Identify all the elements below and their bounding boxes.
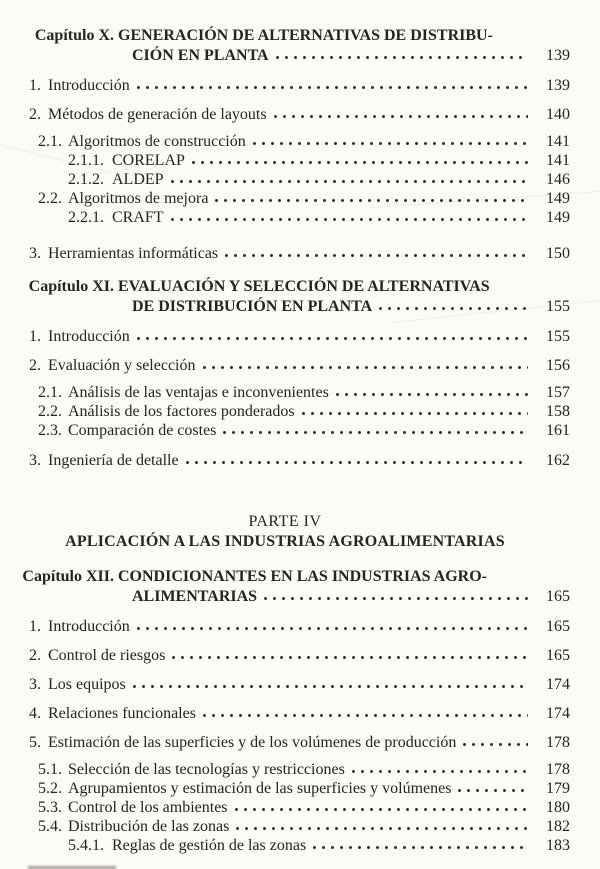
dot-leader [235, 808, 528, 811]
dot-leader [203, 714, 528, 717]
dot-leader [302, 412, 528, 415]
entry-title: Introducción [48, 328, 130, 345]
entry-page-number: 149 [546, 209, 570, 226]
dot-leader [352, 770, 528, 773]
entry-title: CORELAP [112, 152, 185, 169]
entry-number: 2.1.2. [68, 171, 104, 188]
entry-number: 5.4.1. [68, 837, 104, 854]
dot-leader [463, 743, 528, 746]
chapter-title [118, 567, 570, 607]
toc-entry [0, 761, 570, 778]
entry-page-number: 161 [546, 422, 570, 439]
chapter-title-line2: CIÓN EN PLANTA [132, 47, 269, 64]
entry-number: 1. [29, 328, 41, 345]
chapter-heading [0, 567, 570, 607]
toc-entry [0, 152, 570, 169]
dot-leader [172, 656, 528, 659]
toc-entry [0, 422, 570, 439]
entry-page-number: 165 [546, 618, 570, 635]
toc-entry [0, 171, 570, 188]
chapter-heading [0, 277, 570, 317]
part-title: APLICACIÓN A LAS INDUSTRIAS AGROALIMENTARIAS [65, 533, 505, 550]
chapter-title-line1: CONDICIONANTES EN LAS INDUSTRIAS AGRO- [118, 568, 487, 585]
chapter-title-line2-row [118, 46, 570, 66]
toc-entry [0, 190, 570, 207]
entry-number: 2.1. [38, 133, 62, 150]
entry-title: Introducción [48, 77, 130, 94]
dot-leader [192, 161, 528, 164]
entry-title: Control de riesgos [48, 647, 166, 664]
dot-leader [137, 86, 528, 89]
entry-number: 2.1. [38, 384, 62, 401]
toc-entry [0, 328, 570, 345]
chapter-page-number: 165 [546, 588, 570, 605]
toc-entry [0, 780, 570, 797]
entry-number: 2. [29, 106, 41, 123]
dot-leader [253, 142, 528, 145]
chapter-title-line2: ALIMENTARIAS [132, 588, 258, 605]
entry-title: Algoritmos de construcción [68, 133, 246, 150]
entry-title: Herramientas informáticas [48, 245, 219, 262]
chapter-title [118, 277, 570, 317]
entry-number: 5.4. [38, 818, 62, 835]
entry-title: Ingeniería de detalle [48, 452, 179, 469]
chapter-title-line1: EVALUACIÓN Y SELECCIÓN DE ALTERNATIVAS [118, 278, 490, 295]
toc-entry [0, 209, 570, 226]
entry-number: 5.1. [38, 761, 62, 778]
entry-number: 4. [29, 705, 41, 722]
toc-entry [0, 403, 570, 420]
entry-page-number: 162 [546, 452, 570, 469]
part-heading [0, 512, 570, 551]
dot-leader [203, 366, 529, 369]
toc-entry [0, 818, 570, 835]
chapter-title-line2-row [118, 587, 570, 607]
entry-page-number: 174 [546, 705, 570, 722]
chapter-label: Capítulo XI. [28, 278, 114, 295]
entry-title: CRAFT [112, 209, 164, 226]
chapter-heading [0, 26, 570, 66]
entry-title: Análisis de las ventajas e inconvenientes [68, 384, 329, 401]
toc-entry [0, 618, 570, 635]
entry-number: 1. [29, 77, 41, 94]
entry-title: Selección de las tecnologías y restricciones [68, 761, 345, 778]
chapter-page-number: 139 [546, 47, 570, 64]
entry-page-number: 178 [546, 734, 570, 751]
entry-number: 2.1.1. [68, 152, 104, 169]
dot-leader [223, 431, 528, 434]
entry-title: Estimación de las superficies y de los volúmenes de producción [48, 734, 457, 751]
toc-entry [0, 245, 570, 262]
toc-entry [0, 133, 570, 150]
entry-page-number: 141 [546, 152, 570, 169]
chapter-label: Capítulo X. [34, 27, 114, 44]
dot-leader [171, 180, 528, 183]
chapter-title-line2-row [118, 297, 570, 317]
entry-number: 1. [29, 618, 41, 635]
dot-leader [379, 307, 528, 310]
dot-leader [137, 337, 528, 340]
entry-page-number: 179 [546, 780, 570, 797]
chapter-page-number: 155 [546, 298, 570, 315]
entry-number: 2.2. [38, 190, 62, 207]
dot-leader [336, 393, 528, 396]
dot-leader [264, 597, 528, 600]
toc-entry [0, 647, 570, 664]
entry-page-number: 139 [546, 77, 570, 94]
dot-leader [458, 789, 528, 792]
entry-title: Relaciones funcionales [48, 705, 196, 722]
entry-page-number: 156 [546, 357, 570, 374]
entry-number: 5. [29, 734, 41, 751]
chapter-title-line2: DE DISTRIBUCIÓN EN PLANTA [132, 298, 373, 315]
entry-page-number: 155 [546, 328, 570, 345]
toc-entry [0, 734, 570, 751]
dot-leader [133, 685, 528, 688]
dot-leader [137, 627, 528, 630]
entry-title: Introducción [48, 618, 130, 635]
entry-title: ALDEP [112, 171, 164, 188]
entry-number: 2.2.1. [68, 209, 104, 226]
entry-title: Reglas de gestión de las zonas [112, 837, 307, 854]
entry-page-number: 183 [546, 837, 570, 854]
dot-leader [274, 115, 528, 118]
dot-leader [225, 254, 528, 257]
toc-entry [0, 384, 570, 401]
toc-entry [0, 357, 570, 374]
entry-title: Evaluación y selección [48, 357, 196, 374]
entry-page-number: 165 [546, 647, 570, 664]
entry-number: 5.3. [38, 799, 62, 816]
dot-leader [215, 199, 528, 202]
entry-number: 2.2. [38, 403, 62, 420]
entry-title: Control de los ambientes [68, 799, 228, 816]
entry-title: Algoritmos de mejora [68, 190, 209, 207]
dot-leader [276, 56, 528, 59]
entry-page-number: 141 [546, 133, 570, 150]
toc-entry [0, 676, 570, 693]
entry-number: 3. [29, 245, 41, 262]
dot-leader [171, 218, 528, 221]
entry-number: 2.3. [38, 422, 62, 439]
toc-entry [0, 799, 570, 816]
entry-number: 2. [29, 647, 41, 664]
toc-entry [0, 837, 570, 854]
entry-number: 5.2. [38, 780, 62, 797]
chapter-title [118, 26, 570, 66]
entry-page-number: 146 [546, 171, 570, 188]
entry-page-number: 182 [546, 818, 570, 835]
entry-number: 3. [29, 676, 41, 693]
entry-page-number: 157 [546, 384, 570, 401]
entry-page-number: 180 [546, 799, 570, 816]
dot-leader [186, 461, 528, 464]
dot-leader [313, 846, 528, 849]
entry-page-number: 150 [546, 245, 570, 262]
entry-number: 3. [29, 452, 41, 469]
entry-title: Agrupamientos y estimación de las superficies y volúmenes [68, 780, 452, 797]
part-label: PARTE IV [248, 513, 322, 530]
toc-entry [0, 705, 570, 722]
chapter-label: Capítulo XII. [22, 568, 114, 585]
toc-entry [0, 106, 570, 123]
entry-page-number: 178 [546, 761, 570, 778]
dot-leader [236, 827, 528, 830]
entry-page-number: 158 [546, 403, 570, 420]
entry-title: Distribución de las zonas [68, 818, 230, 835]
toc-entry [0, 77, 570, 94]
entry-number: 2. [29, 357, 41, 374]
entry-title: Los equipos [48, 676, 126, 693]
entry-page-number: 140 [546, 106, 570, 123]
toc-entry [0, 452, 570, 469]
entry-page-number: 149 [546, 190, 570, 207]
chapter-title-line1: GENERACIÓN DE ALTERNATIVAS DE DISTRIBU- [118, 27, 493, 44]
entry-title: Métodos de generación de layouts [48, 106, 267, 123]
toc-list [0, 26, 570, 854]
entry-title: Comparación de costes [68, 422, 217, 439]
entry-page-number: 174 [546, 676, 570, 693]
entry-title: Análisis de los factores ponderados [68, 403, 295, 420]
